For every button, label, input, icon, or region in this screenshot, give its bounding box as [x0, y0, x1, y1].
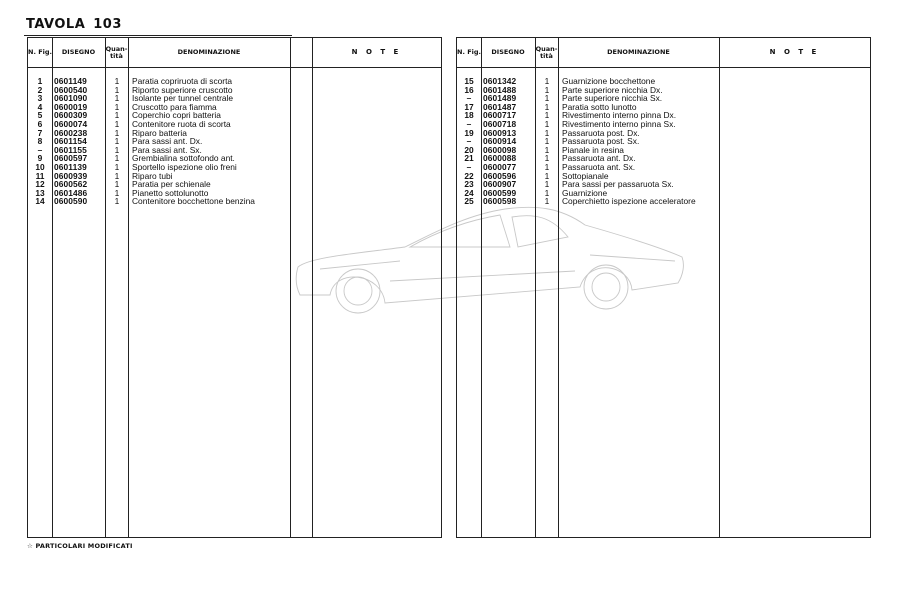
cell-name: Coperchio copri batteria — [132, 110, 221, 121]
cell-qty: 1 — [114, 76, 120, 86]
cell-qty: 1 — [544, 76, 550, 86]
table-row — [457, 154, 870, 163]
cell-fig: 23 — [464, 179, 474, 190]
cell-drawing: 0600098 — [483, 144, 517, 155]
cell-fig: 13 — [35, 187, 45, 198]
cell-name: Para sassi ant. Sx. — [132, 144, 202, 155]
cell-drawing: 0601489 — [483, 93, 517, 104]
cell-qty: 1 — [544, 187, 550, 198]
cell-drawing: 0601154 — [54, 136, 87, 147]
cell-fig: 1 — [37, 76, 43, 86]
cell-fig: 16 — [464, 84, 474, 95]
cell-name: Pianetto sottolunotto — [132, 187, 209, 198]
cell-fig: – — [37, 144, 43, 155]
table-row — [457, 86, 870, 95]
cell-drawing: 0601487 — [483, 101, 517, 112]
header-name: DENOMINAZIONE — [607, 48, 670, 56]
cell-drawing: 0601090 — [54, 93, 88, 104]
cell-fig: 3 — [37, 93, 43, 104]
page-title — [26, 17, 122, 32]
cell-name: Cruscotto para fiamma — [132, 101, 217, 112]
cell-fig: 25 — [464, 196, 474, 207]
table-row — [457, 77, 870, 86]
parts-table-right — [456, 37, 871, 538]
cell-qty: 1 — [544, 118, 550, 129]
cell-fig: – — [466, 118, 472, 129]
table-row — [28, 94, 441, 103]
cell-drawing: 0600718 — [483, 118, 517, 129]
table-row — [28, 180, 441, 189]
title-label: TAVOLA — [26, 17, 86, 32]
table-row — [457, 137, 870, 146]
cell-qty: 1 — [114, 161, 120, 172]
title-number: 103 — [93, 17, 122, 32]
cell-qty: 1 — [544, 110, 550, 121]
table-row — [457, 146, 870, 155]
table-row — [457, 197, 870, 206]
cell-drawing: 0600914 — [483, 136, 517, 147]
cell-qty: 1 — [114, 187, 120, 198]
cell-name: Paratia per schienale — [132, 179, 211, 190]
table-row — [28, 120, 441, 129]
cell-qty: 1 — [544, 144, 550, 155]
cell-fig: 24 — [464, 187, 474, 198]
cell-qty: 1 — [544, 170, 550, 181]
cell-qty: 1 — [114, 144, 120, 155]
cell-name: Parte superiore nicchia Sx. — [562, 93, 663, 104]
cell-drawing: 0600717 — [483, 110, 517, 121]
table-row — [457, 129, 870, 138]
parts-table-left — [27, 37, 442, 538]
cell-fig: 14 — [35, 196, 45, 207]
cell-qty: 1 — [114, 93, 120, 104]
cell-drawing: 0601486 — [54, 187, 88, 198]
table-row — [457, 120, 870, 129]
cell-drawing: 0600019 — [54, 101, 88, 112]
cell-name: Contenitore ruota di scorta — [132, 118, 231, 129]
cell-name: Pianale in resina — [562, 144, 624, 155]
cell-drawing: 0600088 — [483, 153, 517, 164]
header-fig: N. Fig. — [457, 48, 481, 56]
cell-fig: 8 — [37, 136, 43, 147]
cell-drawing: 0600939 — [54, 170, 88, 181]
header-drawing: DISEGNO — [491, 48, 525, 56]
cell-qty: 1 — [544, 84, 550, 95]
rows-left — [28, 77, 441, 206]
header-fig: N. Fig. — [28, 48, 52, 56]
cell-fig: 19 — [464, 127, 474, 138]
cell-qty: 1 — [544, 127, 550, 138]
cell-fig: 22 — [464, 170, 474, 181]
cell-drawing: 0601342 — [483, 76, 517, 86]
cell-qty: 1 — [114, 110, 120, 121]
cell-name: Para sassi per passaruota Sx. — [562, 179, 674, 190]
cell-fig: 4 — [37, 101, 43, 112]
cell-qty: 1 — [544, 93, 550, 104]
cell-name: Rivestimento interno pinna Dx. — [562, 110, 677, 121]
cell-name: Parte superiore nicchia Dx. — [562, 84, 663, 95]
rows-right — [457, 77, 870, 206]
cell-drawing: 0600597 — [54, 153, 88, 164]
cell-fig: 11 — [35, 170, 45, 181]
header-notes: N O T E — [769, 48, 820, 56]
cell-qty: 1 — [544, 101, 550, 112]
header-qty: Quan- tità — [105, 44, 128, 60]
cell-name: Rivestimento interno pinna Sx. — [562, 118, 676, 129]
table-row — [28, 86, 441, 95]
cell-drawing: 0600590 — [54, 196, 88, 207]
table-row — [457, 94, 870, 103]
cell-fig: – — [466, 161, 472, 172]
header-divider — [28, 67, 441, 68]
cell-qty: 1 — [114, 153, 120, 164]
table-row — [28, 163, 441, 172]
cell-drawing: 0600238 — [54, 127, 88, 138]
table-row — [457, 180, 870, 189]
cell-name: Isolante per tunnel centrale — [132, 93, 234, 104]
table-row — [28, 137, 441, 146]
cell-drawing: 0600598 — [483, 196, 517, 207]
cell-drawing: 0601139 — [54, 161, 87, 172]
cell-fig: 20 — [464, 144, 474, 155]
cell-name: Riparo batteria — [132, 127, 187, 138]
cell-name: Grembialina sottofondo ant. — [132, 153, 235, 164]
cell-fig: – — [466, 136, 472, 147]
cell-qty: 1 — [114, 179, 120, 190]
cell-fig: 15 — [464, 76, 474, 86]
cell-drawing: 0600907 — [483, 179, 517, 190]
cell-name: Sportello ispezione olio freni — [132, 161, 237, 172]
table-row — [28, 129, 441, 138]
cell-name: Passaruota ant. Sx. — [562, 161, 636, 172]
cell-fig: 5 — [37, 110, 43, 121]
cell-qty: 1 — [114, 84, 120, 95]
cell-qty: 1 — [544, 153, 550, 164]
cell-fig: 21 — [464, 153, 474, 164]
header-notes: N O T E — [351, 48, 402, 56]
cell-drawing: 0600599 — [483, 187, 517, 198]
cell-drawing: 0600596 — [483, 170, 517, 181]
cell-fig: 7 — [37, 127, 43, 138]
header-qty: Quan- tità — [535, 44, 558, 60]
cell-name: Guarnizione bocchettone — [562, 76, 656, 86]
cell-name: Passaruota ant. Dx. — [562, 153, 636, 164]
cell-name: Coperchietto ispezione acceleratore — [562, 196, 696, 207]
cell-qty: 1 — [544, 136, 550, 147]
table-row — [28, 172, 441, 181]
cell-drawing: 0601488 — [483, 84, 517, 95]
cell-qty: 1 — [114, 196, 120, 207]
header-drawing: DISEGNO — [61, 48, 96, 56]
cell-fig: 18 — [464, 110, 474, 121]
table-row — [28, 111, 441, 120]
cell-name: Paratia copriruota di scorta — [132, 76, 233, 86]
table-row — [28, 197, 441, 206]
cell-name: Passaruota post. Sx. — [562, 136, 640, 147]
cell-fig: 6 — [37, 118, 43, 129]
footnote-modified-parts: ☆ PARTICOLARI MODIFICATI — [27, 542, 133, 550]
cell-fig: 17 — [464, 101, 474, 112]
cell-drawing: 0600074 — [54, 118, 88, 129]
table-row — [28, 77, 441, 86]
cell-qty: 1 — [114, 136, 120, 147]
cell-name: Riparo tubi — [132, 170, 173, 181]
cell-name: Passaruota post. Dx. — [562, 127, 640, 138]
cell-drawing: 0600562 — [54, 179, 88, 190]
cell-fig: 9 — [37, 153, 43, 164]
cell-qty: 1 — [114, 127, 120, 138]
cell-qty: 1 — [114, 170, 120, 181]
cell-qty: 1 — [114, 101, 120, 112]
cell-drawing: 0601155 — [54, 144, 87, 155]
cell-drawing: 0600913 — [483, 127, 517, 138]
cell-drawing: 0601149 — [54, 76, 87, 86]
cell-name: Riporto superiore cruscotto — [132, 84, 233, 95]
cell-qty: 1 — [544, 161, 550, 172]
cell-name: Paratia sotto lunotto — [562, 101, 637, 112]
cell-fig: 10 — [35, 161, 45, 172]
table-row — [28, 103, 441, 112]
header-name: DENOMINAZIONE — [177, 48, 241, 56]
cell-name: Contenitore bocchettone benzina — [132, 196, 255, 207]
cell-qty: 1 — [544, 196, 550, 207]
header-divider — [457, 67, 870, 68]
cell-fig: 12 — [35, 179, 45, 190]
cell-name: Guarnizione — [562, 187, 608, 198]
cell-drawing: 0600309 — [54, 110, 88, 121]
cell-fig: 2 — [37, 84, 43, 95]
cell-fig: – — [466, 93, 472, 104]
cell-drawing: 0600540 — [54, 84, 88, 95]
cell-drawing: 0600077 — [483, 161, 517, 172]
cell-qty: 1 — [114, 118, 120, 129]
cell-name: Sottopianale — [562, 170, 609, 181]
table-row — [457, 163, 870, 172]
title-rule — [24, 35, 292, 36]
cell-qty: 1 — [544, 179, 550, 190]
cell-name: Para sassi ant. Dx. — [132, 136, 203, 147]
